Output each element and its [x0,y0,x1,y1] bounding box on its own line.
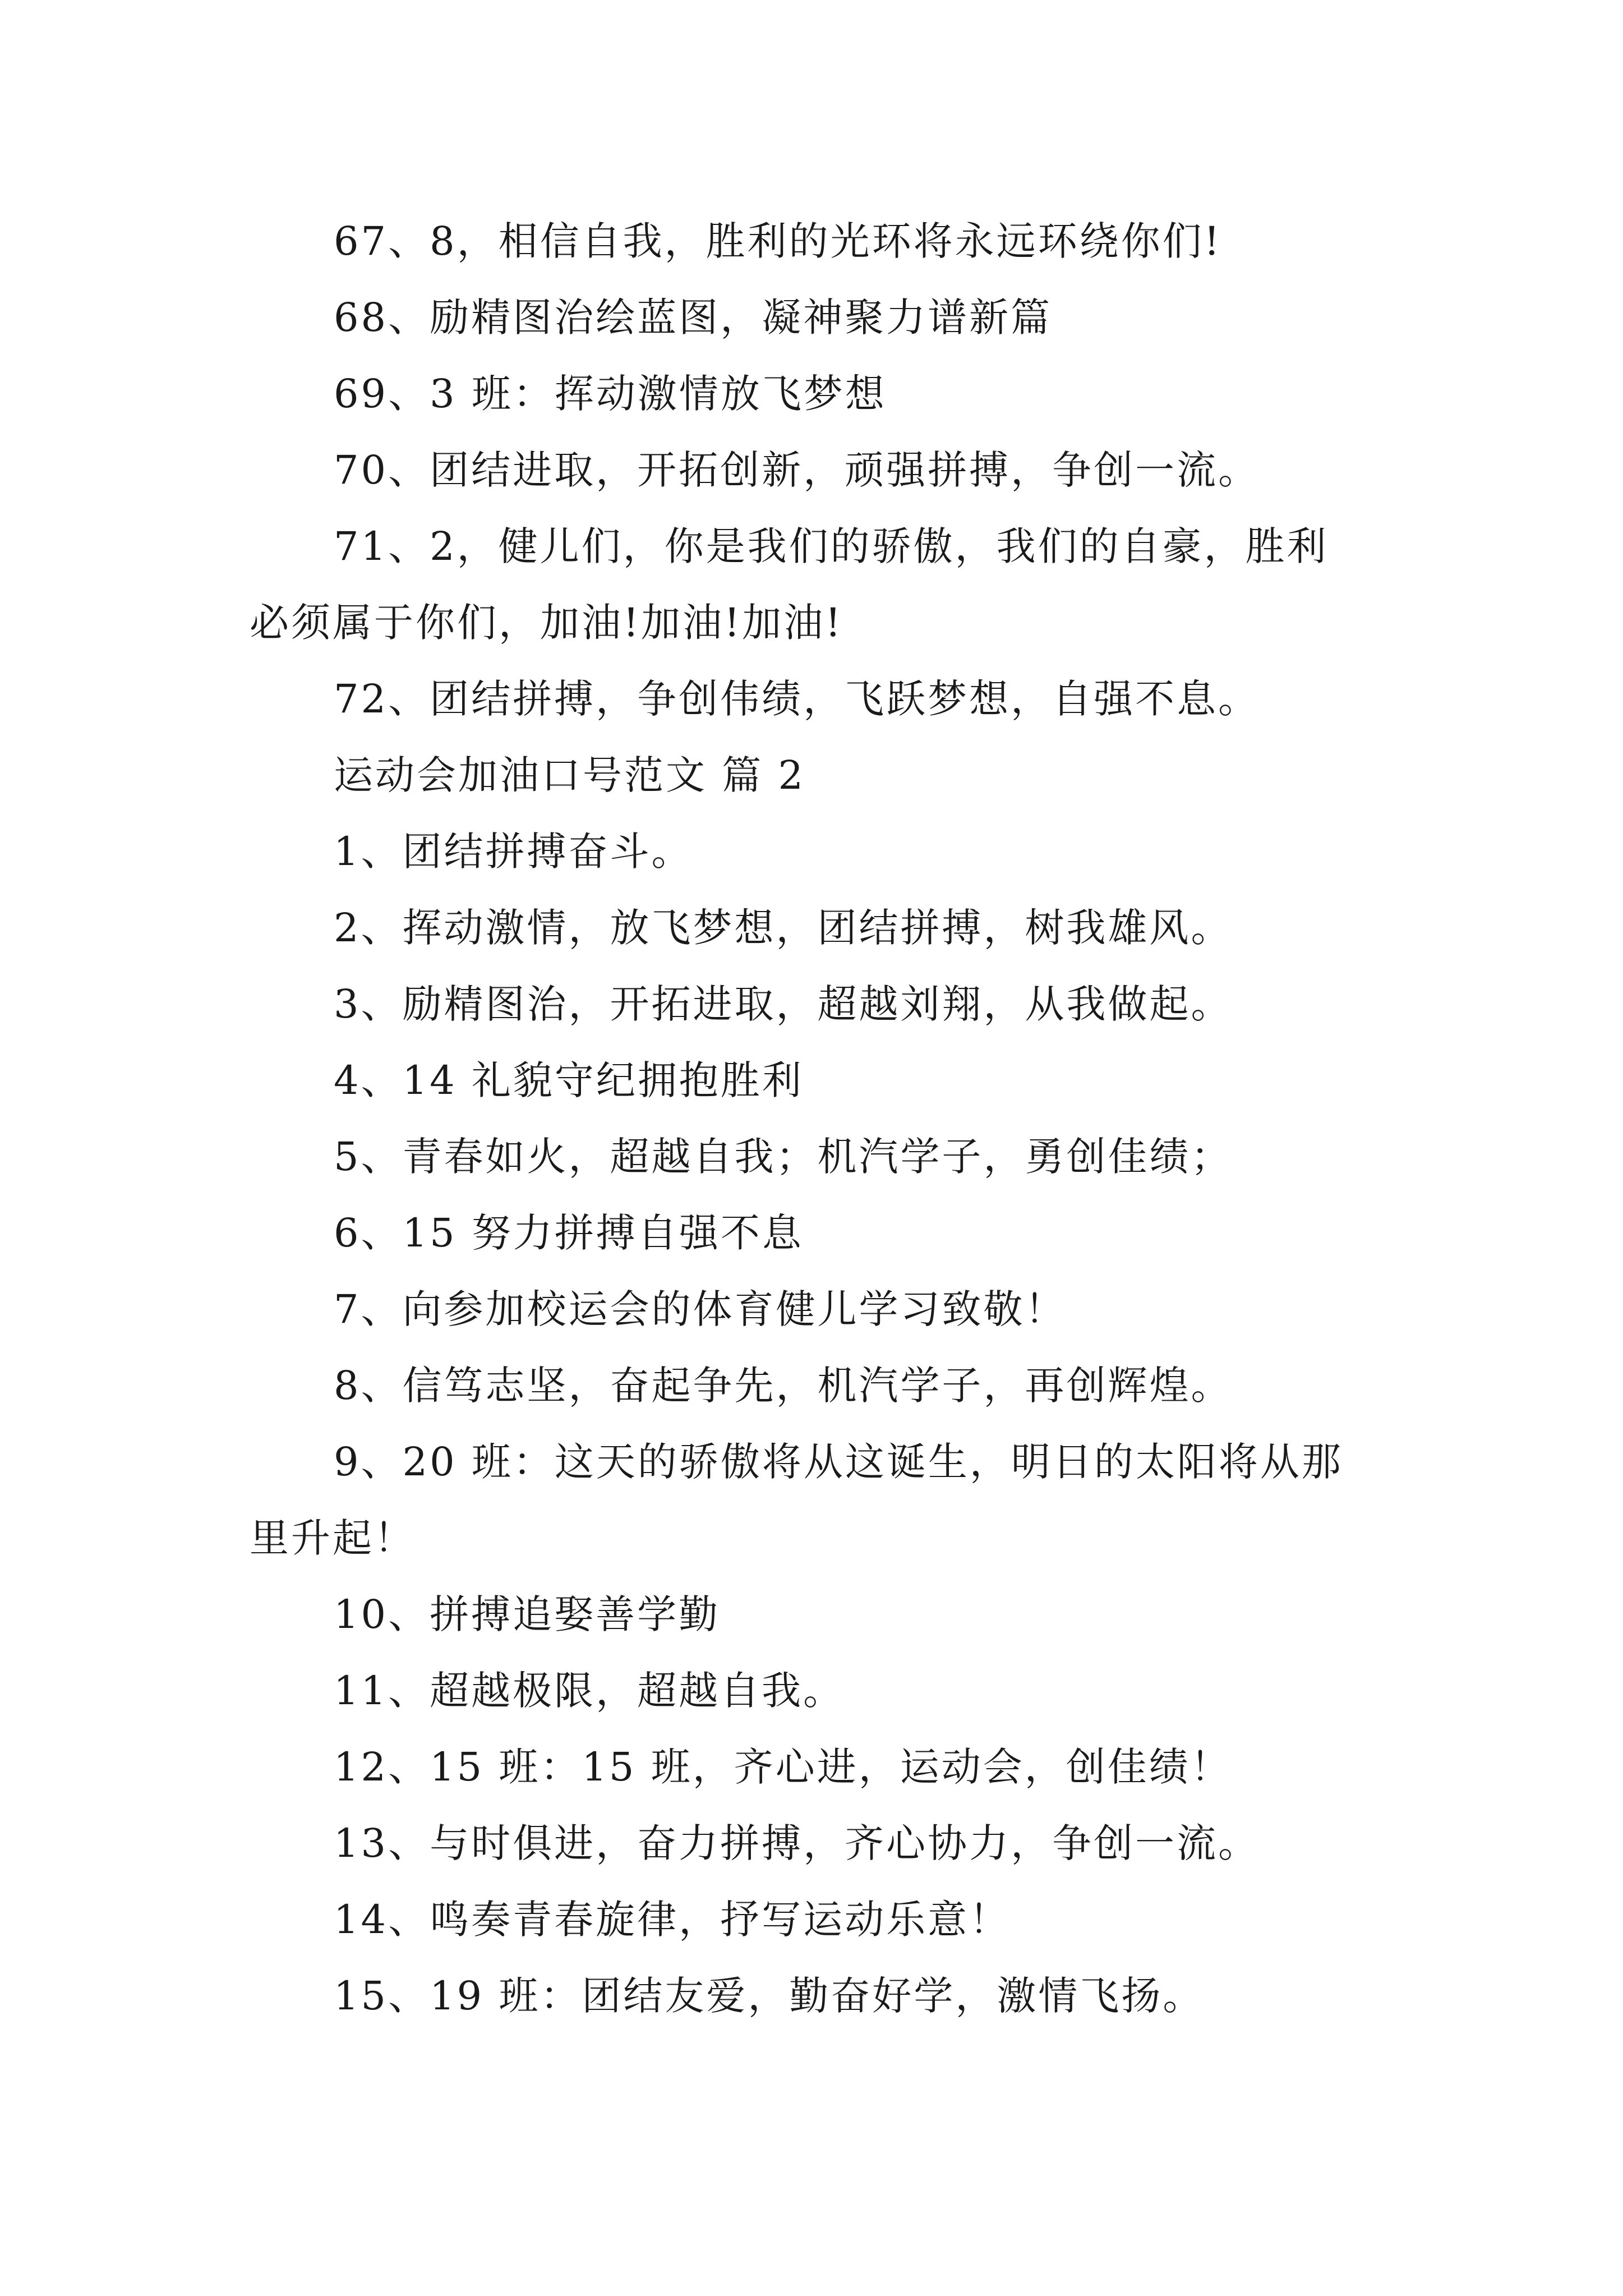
list-item: 1、团结拼搏奋斗。 [334,829,693,875]
list-item: 68、励精图治绘蓝图，凝神聚力谱新篇 [334,295,1053,341]
list-item: 2、挥动激情，放飞梦想，团结拼搏，树我雄风。 [334,905,1233,951]
list-item: 3、励精图治，开拓进取，超越刘翔，从我做起。 [334,981,1233,1027]
list-item: 69、3 班：挥动激情放飞梦想 [334,371,887,417]
list-item: 14、鸣奏青春旋律，抒写运动乐意！ [334,1897,1011,1943]
list-item: 5、青春如火，超越自我；机汽学子，勇创佳绩； [334,1134,1233,1180]
list-item: 10、拼搏追娶善学勤 [334,1591,721,1637]
list-item: 72、团结拼搏，争创伟绩，飞跃梦想，自强不息。 [334,676,1260,722]
list-item: 13、与时俱进，奋力拼搏，齐心协力，争创一流。 [334,1820,1260,1866]
list-item: 4、14 礼貌守纪拥抱胜利 [334,1057,804,1103]
list-item: 71、2，健儿们，你是我们的骄傲，我们的自豪，胜利 [334,523,1329,569]
list-item: 8、信笃志坚，奋起争先，机汽学子，再创辉煌。 [334,1363,1233,1409]
list-item: 12、15 班：15 班，齐心进，运动会，创佳绩！ [334,1744,1232,1790]
list-item: 67、8，相信自我，胜利的光环将永远环绕你们! [334,218,1222,264]
section-heading: 运动会加油口号范文 篇 2 [334,752,806,798]
list-item: 70、团结进取，开拓创新，顽强拼搏，争创一流。 [334,447,1260,493]
list-item: 15、19 班：团结友爱，勤奋好学，激情飞扬。 [334,1973,1205,2019]
list-item: 11、超越极限，超越自我。 [334,1668,845,1714]
list-item: 6、15 努力拼搏自强不息 [334,1210,804,1256]
list-item: 7、向参加校运会的体育健儿学习致敬！ [334,1286,1067,1332]
document-body [250,203,1377,2034]
list-item-continuation: 里升起！ [250,1515,416,1561]
list-item: 9、20 班：这天的骄傲将从这诞生，明日的太阳将从那 [334,1439,1343,1485]
list-item-continuation: 必须属于你们，加油!加油!加油! [250,600,843,646]
